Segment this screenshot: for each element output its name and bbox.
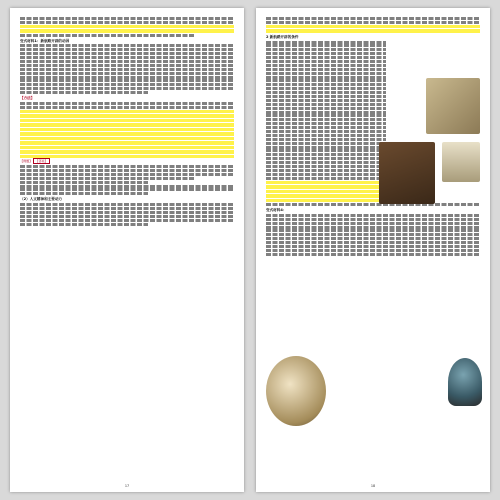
section-heading: 变式材料4： — [266, 208, 287, 213]
exercise-line: 【例题】 【答案】 — [20, 159, 48, 164]
section-heading: 2 新航路开辟的条件 — [266, 34, 299, 39]
globe-image — [448, 358, 482, 406]
book-spread — [10, 8, 490, 492]
right-page — [256, 8, 490, 492]
highlighted-line — [20, 29, 234, 33]
left-page-content — [20, 16, 234, 227]
page-number: 17 — [124, 484, 130, 488]
instrument-image — [442, 142, 480, 182]
highlighted-line — [20, 25, 234, 29]
section-heading: （2）人文精神和主要动力 — [20, 197, 63, 202]
section-heading: 变式材料1：新航路开辟的动因 — [20, 38, 70, 43]
right-page-content — [266, 16, 480, 257]
compass-image — [379, 142, 435, 204]
old-map-image — [426, 78, 480, 134]
astrolabe-image — [266, 356, 326, 426]
section-heading: 【方法】 — [20, 96, 35, 101]
left-page — [10, 8, 244, 492]
page-number: 18 — [370, 484, 376, 488]
